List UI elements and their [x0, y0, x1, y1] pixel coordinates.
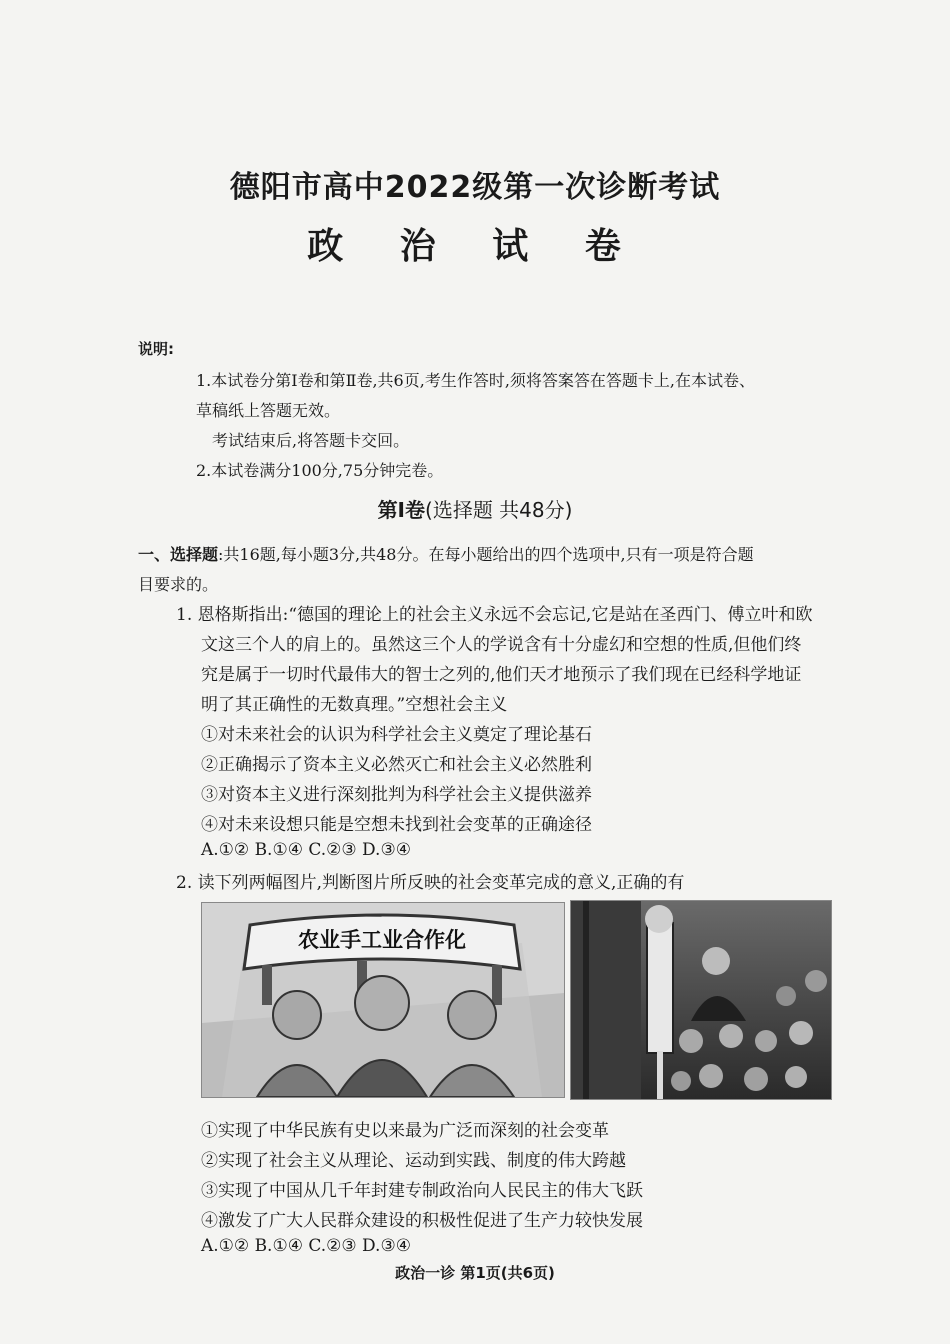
- q1-stem-line-4: 明了其正确性的无数真理。”空想社会主义: [201, 695, 508, 715]
- q2-option-1: ①实现了中华民族有史以来最为广泛而深刻的社会变革: [201, 1121, 609, 1141]
- q2-stem: 2. 读下列两幅图片,判断图片所反映的社会变革完成的意义,正确的有: [176, 873, 685, 893]
- note-line-1: 1.本试卷分第Ⅰ卷和第Ⅱ卷,共6页,考生作答时,须将答案答在答题卡上,在本试卷、: [196, 371, 755, 390]
- q2-option-2: ②实现了社会主义从理论、运动到实践、制度的伟大跨越: [201, 1151, 626, 1171]
- instruction-line-2: 目要求的。: [138, 575, 219, 594]
- q2-option-3: ③实现了中国从几千年封建专制政治向人民民主的伟大飞跃: [201, 1181, 643, 1201]
- q1-stem-line-3: 究是属于一切时代最伟大的智士之列的,他们天才地预示了我们现在已经科学地证: [201, 665, 802, 685]
- q1-option-3: ③对资本主义进行深刻批判为科学社会主义提供滋养: [201, 785, 592, 805]
- q2-answer-choices: A.①② B.①④ C.②③ D.③④: [201, 1236, 411, 1256]
- cartoon-illustration: [202, 903, 564, 1097]
- cartoon-banner-text: 农业手工业合作化: [298, 928, 466, 952]
- section-title-rest: (选择题 共48分): [425, 498, 573, 522]
- q1-stem-line-2: 文这三个人的肩上的。虽然这三个人的学说含有十分虚幻和空想的性质,但他们终: [201, 635, 802, 655]
- q2-option-4: ④激发了广大人民群众建设的积极性促进了生产力较快发展: [201, 1211, 643, 1231]
- section-title-bold: 第Ⅰ卷: [377, 498, 426, 522]
- section-title: [0, 494, 950, 523]
- celebration-photo-image: [570, 900, 832, 1100]
- paper-subtitle: 政 治 试 卷: [307, 226, 643, 267]
- page-footer: 政治一诊 第1页(共6页): [395, 1264, 555, 1282]
- section-instruction: [138, 542, 754, 565]
- instruction-line-1: :共16题,每小题3分,共48分。在每小题给出的四个选项中,只有一项是符合题: [218, 545, 754, 564]
- exam-title: 德阳市高中2022级第一次诊断考试: [229, 170, 721, 205]
- note-line-3: 考试结束后,将答题卡交回。: [212, 431, 410, 450]
- q1-answer-choices: A.①② B.①④ C.②③ D.③④: [201, 840, 411, 860]
- q1-stem-line-1: 1. 恩格斯指出:“德国的理论上的社会主义永远不会忘记,它是站在圣西门、傅立叶和欧: [176, 605, 813, 625]
- notes-label: 说明:: [138, 340, 174, 358]
- q1-option-4: ④对未来设想只能是空想未找到社会变革的正确途径: [201, 815, 592, 835]
- celebration-photo: [571, 901, 831, 1099]
- q1-option-2: ②正确揭示了资本主义必然灭亡和社会主义必然胜利: [201, 755, 592, 775]
- note-line-4: 2.本试卷满分100分,75分钟完卷。: [196, 461, 444, 480]
- q1-option-1: ①对未来社会的认识为科学社会主义奠定了理论基石: [201, 725, 592, 745]
- cooperative-cartoon-image: [201, 902, 565, 1098]
- instruction-label: 一、选择题: [138, 545, 219, 564]
- note-line-2: 草稿纸上答题无效。: [196, 401, 341, 420]
